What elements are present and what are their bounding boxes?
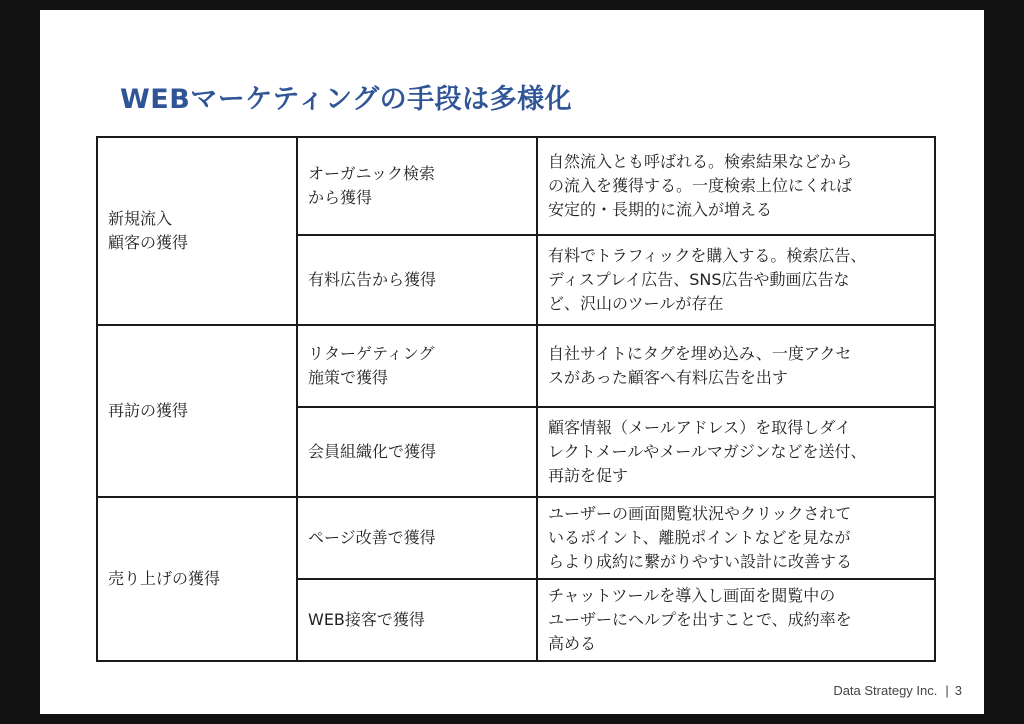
table-row bbox=[97, 137, 935, 235]
description-cell: ユーザーの画面閲覧状況やクリックされて いるポイント、離脱ポイントなどを見なが らより成約に繋がりやすい設計に改善する bbox=[537, 497, 935, 579]
slide-footer bbox=[833, 683, 962, 698]
marketing-methods-table bbox=[96, 136, 936, 662]
method-cell: リターゲティング 施策で獲得 bbox=[297, 325, 537, 407]
description-cell: 自然流入とも呼ばれる。検索結果などから の流入を獲得する。一度検索上位にくれば 安定的・長期的に流入が増える bbox=[537, 137, 935, 235]
footer-separator: | bbox=[945, 683, 949, 698]
method-cell: ページ改善で獲得 bbox=[297, 497, 537, 579]
page-number: 3 bbox=[954, 683, 962, 698]
table-row bbox=[97, 325, 935, 407]
method-cell: WEB接客で獲得 bbox=[297, 579, 537, 661]
method-cell: オーガニック検索 から獲得 bbox=[297, 137, 537, 235]
category-cell: 再訪の獲得 bbox=[97, 325, 297, 497]
category-cell: 新規流入 顧客の獲得 bbox=[97, 137, 297, 325]
method-cell: 有料広告から獲得 bbox=[297, 235, 537, 325]
slide-title: WEBマーケティングの手段は多様化 bbox=[120, 84, 573, 115]
slide bbox=[40, 10, 984, 714]
method-cell: 会員組織化で獲得 bbox=[297, 407, 537, 497]
description-cell: 自社サイトにタグを埋め込み、一度アクセ スがあった顧客へ有料広告を出す bbox=[537, 325, 935, 407]
company-name: Data Strategy Inc. bbox=[833, 683, 938, 698]
description-cell: チャットツールを導入し画面を閲覧中の ユーザーにヘルプを出すことで、成約率を 高める bbox=[537, 579, 935, 661]
description-cell: 顧客情報（メールアドレス）を取得しダイ レクトメールやメールマガジンなどを送付、 再訪を促す bbox=[537, 407, 935, 497]
table-row bbox=[97, 497, 935, 579]
category-cell: 売り上げの獲得 bbox=[97, 497, 297, 661]
description-cell: 有料でトラフィックを購入する。検索広告、 ディスプレイ広告、SNS広告や動画広告な ど、沢山のツールが存在 bbox=[537, 235, 935, 325]
